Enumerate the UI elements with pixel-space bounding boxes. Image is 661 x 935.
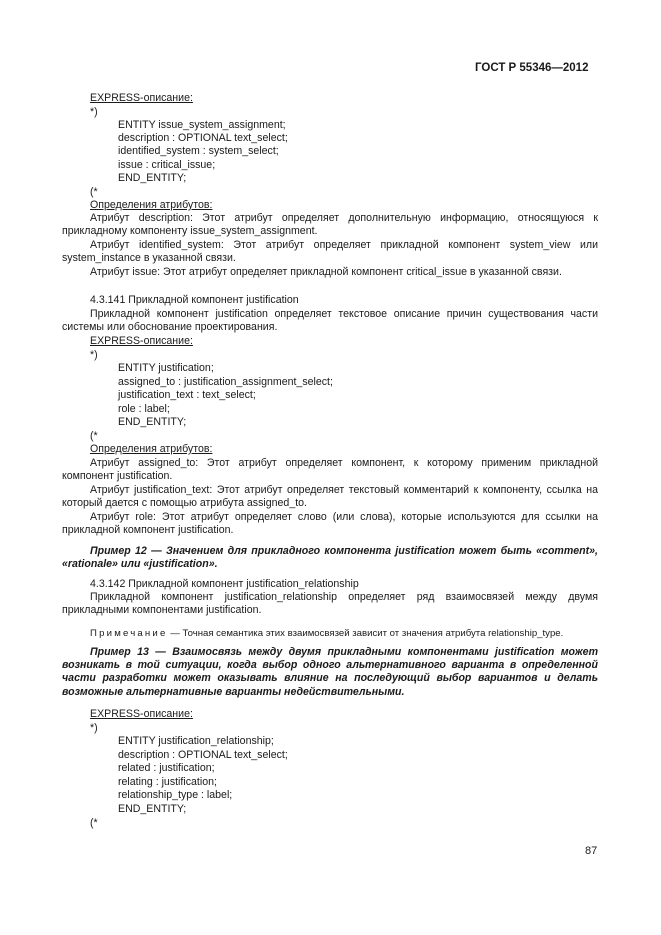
code-line: END_ENTITY; [118,803,187,815]
express-label: EXPRESS-описание: [90,335,193,347]
code-line: ENTITY justification_relationship; [118,735,274,747]
comment-close: (* [90,186,98,198]
definitions-label: Определения атрибутов: [90,199,213,211]
attribute-paragraph: Атрибут description: Этот атрибут определяет дополнительную информацию, относящуюся к прикладному компоненту issue_system_assignment. [62,212,598,238]
section-heading: 4.3.142 Прикладной компонент justification_relationship [90,578,359,590]
code-line: identified_system : system_select; [118,145,279,157]
section-intro: Прикладной компонент justification_relationship определяет ряд взаимосвязей между двумя прикладными компонентами justification. [62,591,598,617]
code-line: ENTITY justification; [118,362,214,374]
note [90,627,563,640]
code-line: assigned_to : justification_assignment_select; [118,376,333,388]
example-13: Пример 13 — Взаимосвязь между двумя прикладными компонентами justification может возникать в той ситуации, когда выбор одного альтернативного варианта в определенной части разработки может оказывать влияние на последующий выбор вариантов и делать возможные альтернативные варианты недействительными. [62,646,598,698]
comment-open: *) [90,349,98,361]
code-line: relationship_type : label; [118,789,233,801]
express-label: EXPRESS-описание: [90,92,193,104]
attribute-paragraph: Атрибут issue: Этот атрибут определяет прикладной компонент critical_issue в указанной связи. [90,266,562,278]
code-line: description : OPTIONAL text_select; [118,749,288,761]
code-line: description : OPTIONAL text_select; [118,132,288,144]
example-12: Пример 12 — Значением для прикладного компонента justification может быть «comment», «rationale» или «justification». [62,545,598,571]
attribute-paragraph: Атрибут identified_system: Этот атрибут определяет прикладной компонент system_view или system_instance в указанной связи. [62,239,598,265]
code-line: role : label; [118,403,170,415]
code-line: ENTITY issue_system_assignment; [118,119,286,131]
document-header: ГОСТ Р 55346—2012 [475,62,589,74]
page-number: 87 [585,845,598,857]
note-label: Примечание [90,628,168,639]
definitions-label: Определения атрибутов: [90,443,213,455]
code-line: related : justification; [118,762,215,774]
code-line: END_ENTITY; [118,172,187,184]
comment-close: (* [90,817,98,829]
attribute-paragraph: Атрибут role: Этот атрибут определяет слово (или слова), которые используются для ссылки на прикладной компонент justification. [62,511,598,537]
code-line: END_ENTITY; [118,416,187,428]
comment-open: *) [90,106,98,118]
code-line: relating : justification; [118,776,217,788]
code-line: issue : critical_issue; [118,159,216,171]
express-label: EXPRESS-описание: [90,708,193,720]
code-line: justification_text : text_select; [118,389,256,401]
attribute-paragraph: Атрибут justification_text: Этот атрибут определяет текстовый комментарий к компоненту, ссылка на который дается с помощью атрибута assigned_to. [62,484,598,510]
comment-close: (* [90,430,98,442]
note-text: — Точная семантика этих взаимосвязей зависит от значения атрибута relationship_type. [167,628,564,639]
section-heading: 4.3.141 Прикладной компонент justification [90,294,299,306]
attribute-paragraph: Атрибут assigned_to: Этот атрибут определяет компонент, к которому применим прикладной компонент justification. [62,457,598,483]
section-intro: Прикладной компонент justification определяет текстовое описание причин существования части системы или обоснование проектирования. [62,308,598,334]
comment-open: *) [90,722,98,734]
